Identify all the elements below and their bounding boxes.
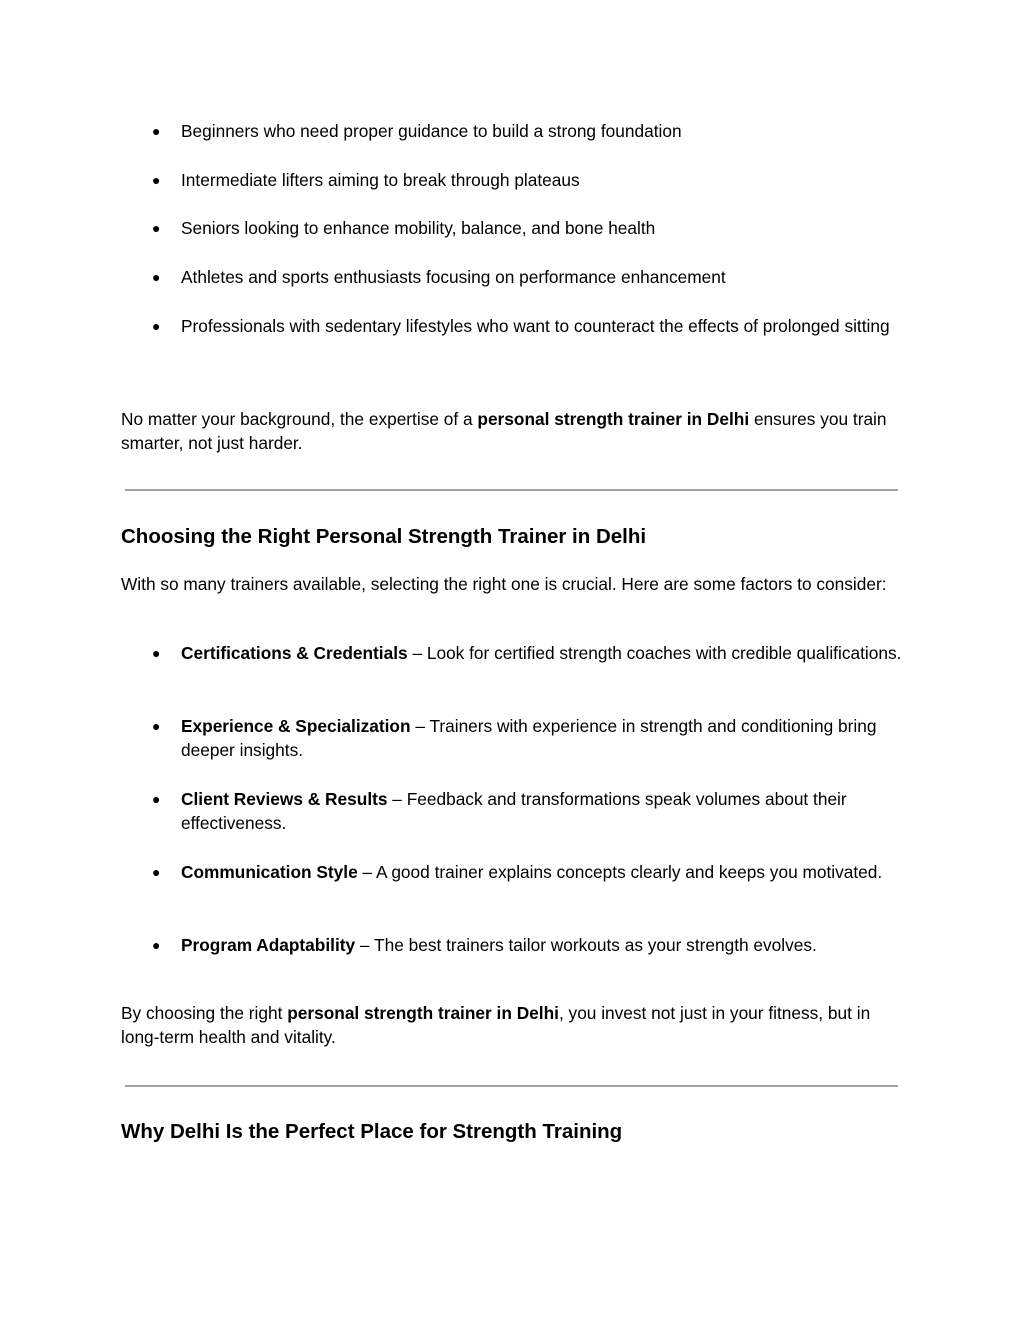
bullet-icon: ● xyxy=(152,318,161,334)
bullet-icon: ● xyxy=(152,172,161,188)
list-item: ● Beginners who need proper guidance to build a strong foundation xyxy=(152,119,902,143)
bullet-icon: ● xyxy=(152,645,161,661)
list-item: ● Seniors looking to enhance mobility, balance, and bone health xyxy=(152,216,902,240)
list-item: ● Intermediate lifters aiming to break through plateaus xyxy=(152,168,902,192)
bullet-icon: ● xyxy=(152,220,161,236)
bullet-icon: ● xyxy=(152,791,161,807)
bullet-icon: ● xyxy=(152,718,161,734)
bullet-icon: ● xyxy=(152,269,161,285)
list-item: ● Communication Style – A good trainer explains concepts clearly and keeps you motivated. xyxy=(152,860,902,884)
divider xyxy=(125,1085,898,1087)
paragraph: With so many trainers available, selecting the right one is crucial. Here are some factors to consider: xyxy=(121,574,887,594)
paragraph: By choosing the right personal strength trainer in Delhi, you invest not just in your fitness, but in long-term health and vitality. xyxy=(121,1003,871,1048)
list-item: ● Athletes and sports enthusiasts focusing on performance enhancement xyxy=(152,265,902,289)
section-heading: Choosing the Right Personal Strength Trainer in Delhi xyxy=(121,525,647,548)
bullet-icon: ● xyxy=(152,864,161,880)
list-item: ● Certifications & Credentials – Look for certified strength coaches with credible qualifications. xyxy=(152,641,902,665)
list-item: ● Experience & Specialization – Trainers with experience in strength and conditioning bring deeper insights. xyxy=(152,716,877,761)
section-heading: Why Delhi Is the Perfect Place for Strength Training xyxy=(121,1120,623,1143)
divider xyxy=(125,489,898,491)
list-item: ● Professionals with sedentary lifestyles who want to counteract the effects of prolonged sitting xyxy=(152,314,902,338)
paragraph: No matter your background, the expertise of a personal strength trainer in Delhi ensures you train smarter, not just harder. xyxy=(121,409,887,454)
bullet-icon: ● xyxy=(152,937,161,953)
list-item: ● Client Reviews & Results – Feedback and transformations speak volumes about their effectiveness. xyxy=(152,789,847,834)
bullet-icon: ● xyxy=(152,123,161,139)
list-item: ● Program Adaptability – The best trainers tailor workouts as your strength evolves. xyxy=(152,933,902,957)
